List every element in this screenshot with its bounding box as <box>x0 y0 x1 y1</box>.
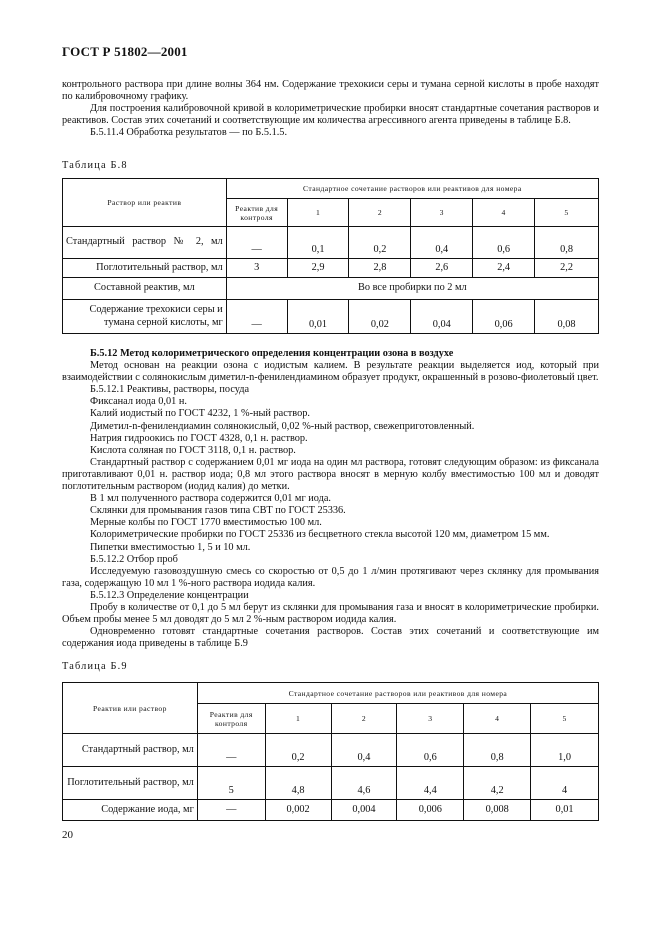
table-cell: — <box>226 300 287 334</box>
table-header-cell: Стандартное сочетание растворов или реактивов для номера <box>226 179 598 199</box>
table-header-cell: 3 <box>397 704 464 734</box>
table-cell: 4,4 <box>397 767 464 800</box>
table-cell: 0,01 <box>531 800 599 821</box>
table-cell: 0,002 <box>265 800 331 821</box>
table-cell: 0,04 <box>411 300 473 334</box>
table-cell: 4 <box>531 767 599 800</box>
section-block <box>62 348 599 650</box>
table-header-cell: 2 <box>349 199 411 227</box>
document-header: ГОСТ Р 51802—2001 <box>62 44 188 59</box>
table-row <box>63 278 599 300</box>
body-paragraph: Колориметрические пробирки по ГОСТ 25336 из бесцветного стекла высотой 120 мм, диаметром 15 мм. <box>90 529 550 541</box>
body-paragraph: Калий иодистый по ГОСТ 4232, 1 %-ный раствор. <box>90 408 310 420</box>
table-caption: Таблица Б.8 <box>62 160 128 171</box>
body-paragraph: Б.5.12.1 Реактивы, растворы, посуда <box>90 384 250 396</box>
body-paragraph: Б.5.12.2 Отбор проб <box>90 553 178 565</box>
table-cell: 0,08 <box>535 300 599 334</box>
table-header-cell: 4 <box>473 199 535 227</box>
table-cell: 4,6 <box>331 767 397 800</box>
intro-paragraph: контрольного раствора при длине волны 364 нм. Содержание трехокиси серы и тумана серной кислоты в пробе находят по калибровочному графику. <box>62 79 599 103</box>
table-row <box>63 300 599 334</box>
body-paragraph: Исследуемую газовоздушную смесь со скоростью от 0,5 до 1 л/мин протягивают через склянку для промывания газа, содержащую 10 мл 1 %-ного раствора иодида калия. <box>62 565 599 589</box>
body-paragraph: Фиксанал иода 0,01 н. <box>90 396 187 408</box>
table-row <box>63 767 599 800</box>
table-row <box>63 259 599 278</box>
table-header-cell: 4 <box>464 704 531 734</box>
section-heading: Б.5.12 Метод колориметрического определения концентрации озона в воздухе <box>90 348 454 359</box>
body-paragraph: Пипетки вместимостью 1, 5 и 10 мл. <box>90 541 251 553</box>
table-row-label: Содержание иода, мг <box>63 800 198 821</box>
table-cell: 0,2 <box>265 734 331 767</box>
table-cell: — <box>226 227 287 259</box>
table-header-cell: Реактив для контроля <box>226 199 287 227</box>
table-cell: 1,0 <box>531 734 599 767</box>
body-paragraph: Метод основан на реакции озона с иодистым калием. В результате реакции выделяется иод, который при взаимодействии с солянокислым диметил-n-фенилендиамином образует продукт, окрашенный в розово-фиолетовый цвет. <box>62 360 599 384</box>
body-paragraph: Кислота соляная по ГОСТ 3118, 0,1 н. раствор. <box>90 444 296 456</box>
table-header-cell: Реактив или раствор <box>63 683 198 734</box>
table-row-label: Поглотительный раствор, мл <box>63 259 227 278</box>
table-header-cell: 1 <box>265 704 331 734</box>
intro-block <box>62 79 599 139</box>
table-cell: 2,2 <box>535 259 599 278</box>
table-header-cell: 3 <box>411 199 473 227</box>
table-row-label: Стандартный раствор, мл <box>63 734 198 767</box>
table-row-label: Содержание трехокиси серы и тумана серной кислоты, мг <box>63 300 227 334</box>
table-header-cell: Стандартное сочетание растворов или реактивов для номера <box>197 683 598 704</box>
table-cell: 4,2 <box>464 767 531 800</box>
table-cell: 2,8 <box>349 259 411 278</box>
table-cell: 0,4 <box>331 734 397 767</box>
table-cell: — <box>197 734 265 767</box>
table-merged-cell: Во все пробирки по 2 мл <box>226 278 598 300</box>
table-row-label: Поглотительный раствор, мл <box>63 767 198 800</box>
table-cell: 0,4 <box>411 227 473 259</box>
body-paragraph: В 1 мл полученного раствора содержится 0,01 мг иода. <box>90 493 331 505</box>
table-header-cell: Раствор или реактив <box>63 179 227 227</box>
table-b8 <box>62 178 599 334</box>
intro-paragraph: Для построения калибровочной кривой в колориметрические пробирки вносят стандартные сочетания растворов и реактивов. Состав этих сочетаний и соответствующие им количества агрессивного агента приведены в таблице Б.8. <box>62 103 599 127</box>
body-paragraph: Мерные колбы по ГОСТ 1770 вместимостью 100 мл. <box>90 517 322 529</box>
table-row <box>63 227 599 259</box>
table-cell: 0,06 <box>473 300 535 334</box>
table-header-cell: 2 <box>331 704 397 734</box>
table-row <box>63 800 599 821</box>
table-caption: Таблица Б.9 <box>62 661 128 672</box>
page-number: 20 <box>62 829 73 841</box>
table-header-cell: 1 <box>287 199 349 227</box>
table-row-label: Стандартный раствор № 2, мл <box>63 227 227 259</box>
table-cell: 0,2 <box>349 227 411 259</box>
table-cell: 0,02 <box>349 300 411 334</box>
table-header-cell: 5 <box>535 199 599 227</box>
table-row <box>63 734 599 767</box>
table-cell: 0,004 <box>331 800 397 821</box>
table-header-cell: 5 <box>531 704 599 734</box>
table-cell: 0,01 <box>287 300 349 334</box>
table-cell: 2,9 <box>287 259 349 278</box>
intro-paragraph: Б.5.11.4 Обработка результатов — по Б.5.1.5. <box>90 127 288 139</box>
table-row-label: Составной реактив, мл <box>63 278 227 300</box>
body-paragraph: Стандартный раствор с содержанием 0,01 мг иода на один мл раствора, готовят следующим образом: из фиксанала приготавливают 0,01 н. раствор иода; 0,8 мл этого раствора вносят в мерную колбу вместимостью 100 мл и доводят поглотительным раствором (иодид калия) до метки. <box>62 456 599 493</box>
table-cell: 0,6 <box>473 227 535 259</box>
body-paragraph: Одновременно готовят стандартные сочетания растворов. Состав этих сочетаний и соответствующие им содержания иода приведены в таблице Б.9 <box>62 626 599 650</box>
table-cell: 0,1 <box>287 227 349 259</box>
table-cell: 0,006 <box>397 800 464 821</box>
table-cell: 3 <box>226 259 287 278</box>
table-cell: — <box>197 800 265 821</box>
body-paragraph: Пробу в количестве от 0,1 до 5 мл берут из склянки для промывания газа и вносят в колориметрические пробирки. Объем пробы менее 5 мл доводят до 5 мл 2 %-ным раствором иодида калия. <box>62 601 599 626</box>
table-b9 <box>62 682 599 821</box>
table-cell: 0,008 <box>464 800 531 821</box>
table-cell: 0,8 <box>464 734 531 767</box>
table-cell: 0,6 <box>397 734 464 767</box>
body-paragraph: Диметил-n-фенилендиамин солянокислый, 0,02 %-ный раствор, свежеприготовленный. <box>90 420 475 432</box>
table-header-cell: Реактив для контроля <box>197 704 265 734</box>
body-paragraph: Б.5.12.3 Определение концентрации <box>90 589 249 601</box>
table-cell: 0,8 <box>535 227 599 259</box>
table-cell: 5 <box>197 767 265 800</box>
table-cell: 2,6 <box>411 259 473 278</box>
body-paragraph: Натрия гидроокись по ГОСТ 4328, 0,1 н. раствор. <box>90 432 308 444</box>
table-cell: 2,4 <box>473 259 535 278</box>
table-cell: 4,8 <box>265 767 331 800</box>
body-paragraph: Склянки для промывания газов типа СВТ по ГОСТ 25336. <box>90 505 346 517</box>
